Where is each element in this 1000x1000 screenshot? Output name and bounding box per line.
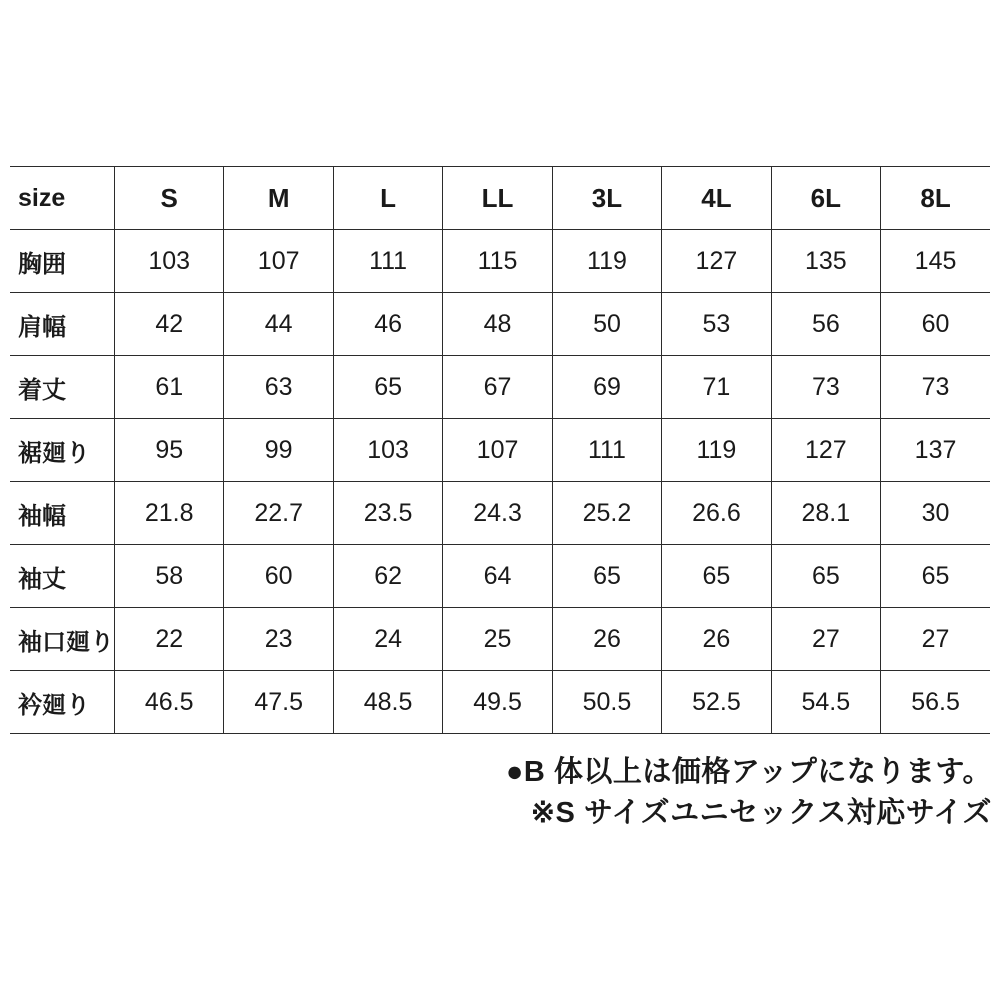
table-cell: 119	[662, 419, 771, 482]
table-cell: 73	[771, 356, 880, 419]
table-cell: 42	[115, 293, 224, 356]
column-header-l: L	[333, 167, 442, 230]
table-cell: 65	[662, 545, 771, 608]
table-header	[10, 167, 990, 230]
table-cell: 111	[333, 230, 442, 293]
row-label: 裾廻り	[10, 419, 115, 482]
table-cell: 95	[115, 419, 224, 482]
table-cell: 27	[881, 608, 990, 671]
table-cell: 135	[771, 230, 880, 293]
table-cell: 65	[771, 545, 880, 608]
column-header-3l: 3L	[552, 167, 661, 230]
column-header-4l: 4L	[662, 167, 771, 230]
table-cell: 22.7	[224, 482, 333, 545]
table-cell: 48	[443, 293, 552, 356]
table-cell: 26	[552, 608, 661, 671]
table-cell: 24.3	[443, 482, 552, 545]
table-cell: 28.1	[771, 482, 880, 545]
row-label: 衿廻り	[10, 671, 115, 734]
table-corner-label: size	[10, 167, 115, 230]
table-cell: 50	[552, 293, 661, 356]
table-cell: 46.5	[115, 671, 224, 734]
note-line-unisex: ※S サイズユニセックス対応サイズ	[530, 797, 992, 830]
table-cell: 99	[224, 419, 333, 482]
table-cell: 54.5	[771, 671, 880, 734]
table-cell: 103	[333, 419, 442, 482]
table-cell: 62	[333, 545, 442, 608]
table-cell: 30	[881, 482, 990, 545]
table-cell: 69	[552, 356, 661, 419]
table-cell: 127	[662, 230, 771, 293]
table-cell: 23.5	[333, 482, 442, 545]
table-cell: 73	[881, 356, 990, 419]
table-cell: 22	[115, 608, 224, 671]
table-cell: 119	[552, 230, 661, 293]
table-cell: 103	[115, 230, 224, 293]
table-cell: 56.5	[881, 671, 990, 734]
table-cell: 127	[771, 419, 880, 482]
table-cell: 27	[771, 608, 880, 671]
table-cell: 25.2	[552, 482, 661, 545]
table-cell: 25	[443, 608, 552, 671]
table-cell: 53	[662, 293, 771, 356]
table-body	[10, 230, 990, 734]
table-cell: 60	[224, 545, 333, 608]
table-cell: 107	[224, 230, 333, 293]
table-row	[10, 671, 990, 734]
table-cell: 48.5	[333, 671, 442, 734]
table-cell: 50.5	[552, 671, 661, 734]
table-cell: 21.8	[115, 482, 224, 545]
table-row	[10, 608, 990, 671]
table-header-row	[10, 167, 990, 230]
table-cell: 49.5	[443, 671, 552, 734]
row-label: 袖丈	[10, 545, 115, 608]
table-cell: 115	[443, 230, 552, 293]
table-cell: 26	[662, 608, 771, 671]
table-row	[10, 230, 990, 293]
column-header-s: S	[115, 167, 224, 230]
table-cell: 145	[881, 230, 990, 293]
row-label: 胸囲	[10, 230, 115, 293]
column-header-8l: 8L	[881, 167, 990, 230]
size-table	[10, 166, 990, 734]
column-header-ll: LL	[443, 167, 552, 230]
table-cell: 65	[881, 545, 990, 608]
table-cell: 107	[443, 419, 552, 482]
table-cell: 58	[115, 545, 224, 608]
table-cell: 23	[224, 608, 333, 671]
table-row	[10, 482, 990, 545]
table-cell: 65	[552, 545, 661, 608]
table-cell: 71	[662, 356, 771, 419]
note-line-price: ●B 体以上は価格アップになります。	[505, 756, 992, 788]
table-cell: 63	[224, 356, 333, 419]
size-table-container	[10, 166, 990, 734]
table-row	[10, 545, 990, 608]
table-cell: 64	[443, 545, 552, 608]
table-cell: 46	[333, 293, 442, 356]
row-label: 着丈	[10, 356, 115, 419]
table-row	[10, 356, 990, 419]
table-cell: 65	[333, 356, 442, 419]
table-cell: 52.5	[662, 671, 771, 734]
row-label: 袖口廻り	[10, 608, 115, 671]
table-cell: 26.6	[662, 482, 771, 545]
table-cell: 44	[224, 293, 333, 356]
table-cell: 111	[552, 419, 661, 482]
table-cell: 56	[771, 293, 880, 356]
column-header-6l: 6L	[771, 167, 880, 230]
row-label: 肩幅	[10, 293, 115, 356]
notes-block	[292, 752, 992, 834]
table-row	[10, 419, 990, 482]
table-row	[10, 293, 990, 356]
row-label: 袖幅	[10, 482, 115, 545]
column-header-m: M	[224, 167, 333, 230]
table-cell: 24	[333, 608, 442, 671]
table-cell: 61	[115, 356, 224, 419]
table-cell: 67	[443, 356, 552, 419]
table-cell: 47.5	[224, 671, 333, 734]
table-cell: 137	[881, 419, 990, 482]
table-cell: 60	[881, 293, 990, 356]
